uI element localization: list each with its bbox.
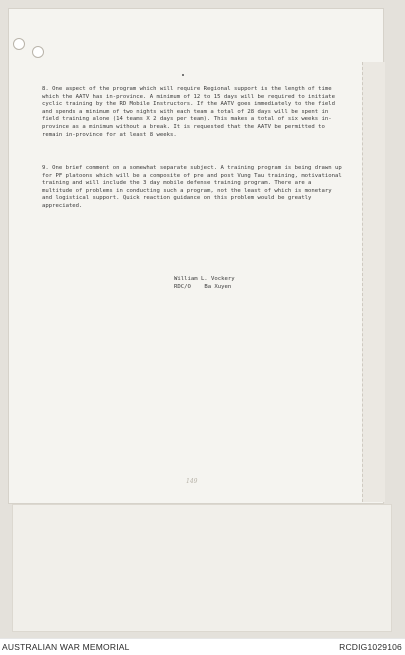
signatory-title-label: RDC/O xyxy=(174,283,191,290)
signature-block xyxy=(174,276,235,292)
paragraph-9: 9. One brief comment on a somewhat separate subject. A training program is being drawn up for PF platoons which will be a composite of pre and post Vung Tau training, motivational training and will include the 3 day mobile defense training program. There are a multitude of problems in conducting such a program, not the least of which is monetary and logistical support. Quick reaction guidance on this problem would be greatly appreciated. xyxy=(42,165,342,209)
punch-hole xyxy=(13,38,25,50)
footer-record-id: RCDIG1029106 xyxy=(339,642,402,652)
punch-hole xyxy=(32,46,44,58)
archive-footer xyxy=(0,638,405,655)
signatory-title xyxy=(174,284,235,292)
signatory-name: William L. Vockery xyxy=(174,276,235,282)
underlying-sheet xyxy=(12,504,392,632)
pencil-folio-mark: 149 xyxy=(186,478,198,485)
signatory-location: Ba Xuyen xyxy=(204,283,232,290)
ink-mark xyxy=(182,74,184,76)
sheet-torn-edge xyxy=(362,62,385,502)
footer-institution: AUSTRALIAN WAR MEMORIAL xyxy=(2,642,130,652)
paragraph-8: 8. One aspect of the program which will require Regional support is the length of time which the AATV has in-province. A minimum of 12 to 15 days will be required to initiate cyclic training by the RD Mobile Instructors. If the AATV goes immediately to the field and spends a minimum of two nights with each team a total of 28 days will be spent in field training alone (14 teams X 2 days per team). This makes a total of six weeks in-province as a minimum without a break. It is requested that the AATV be permitted to remain in-province for at least 8 weeks. xyxy=(42,86,335,138)
document-sheet xyxy=(8,8,384,504)
